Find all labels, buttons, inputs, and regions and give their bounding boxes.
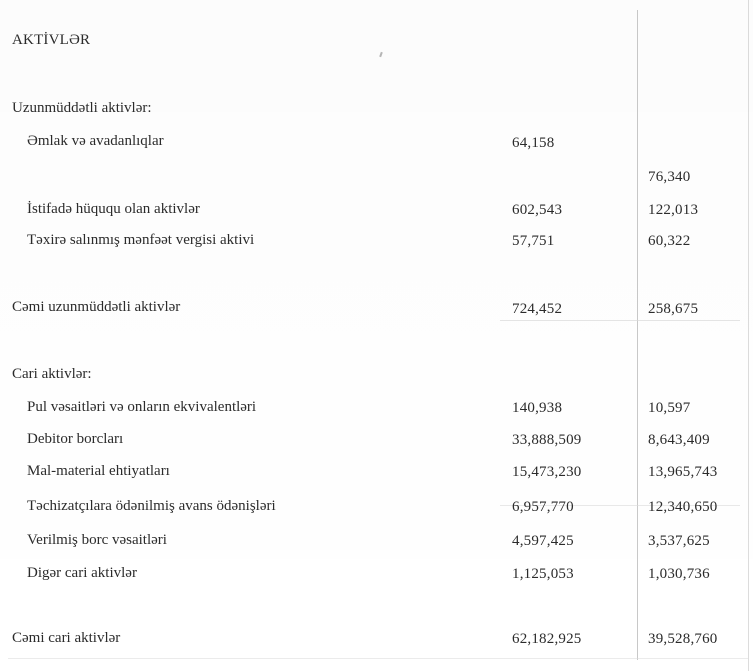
row-value-prior-year: 3,537,625 xyxy=(648,533,710,549)
total-label-noncurrent: Cəmi uzunmüddətli aktivlər xyxy=(12,299,181,315)
row-label: Pul vəsaitləri və onların ekvivalentləri xyxy=(27,399,257,415)
row-value-prior-year: 122,013 xyxy=(648,202,699,218)
row-value-current-year: 1,125,053 xyxy=(512,566,574,582)
row-value-prior-year: 76,340 xyxy=(648,169,691,185)
row-label: Digər cari aktivlər xyxy=(27,565,137,581)
column-divider xyxy=(637,10,638,660)
page-heading: AKTİVLƏR xyxy=(12,32,91,48)
total-label-current: Cəmi cari aktivlər xyxy=(12,630,121,646)
row-value-prior-year: 8,643,409 xyxy=(648,432,710,448)
scan-line xyxy=(500,320,740,321)
row-value-current-year: 33,888,509 xyxy=(512,432,582,448)
row-value-prior-year: 12,340,650 xyxy=(648,499,718,515)
row-value-current-year: 15,473,230 xyxy=(512,464,582,480)
row-value-prior-year: 60,322 xyxy=(648,233,691,249)
row-label: Təchizatçılara ödənilmiş avans ödənişləri xyxy=(27,498,276,514)
row-value-current-year: 4,597,425 xyxy=(512,533,574,549)
section-title-current: Cari aktivlər: xyxy=(12,366,92,382)
row-label: İstifadə hüququ olan aktivlər xyxy=(27,201,200,217)
right-border xyxy=(748,0,749,671)
row-label: Əmlak və avadanlıqlar xyxy=(27,133,164,149)
row-value-current-year: 6,957,770 xyxy=(512,499,574,515)
total-value-current-year: 62,182,925 xyxy=(512,631,582,647)
row-label: Debitor borcları xyxy=(27,431,124,447)
row-value-prior-year: 1,030,736 xyxy=(648,566,710,582)
row-value-current-year: 602,543 xyxy=(512,202,563,218)
total-value-prior-year: 258,675 xyxy=(648,301,699,317)
total-value-current-year: 724,452 xyxy=(512,301,563,317)
scan-speck xyxy=(379,52,383,57)
row-value-current-year: 64,158 xyxy=(512,135,555,151)
row-value-prior-year: 10,597 xyxy=(648,400,691,416)
section-title-noncurrent: Uzunmüddətli aktivlər: xyxy=(12,100,152,116)
total-value-prior-year: 39,528,760 xyxy=(648,631,718,647)
row-label: Verilmiş borc vəsaitləri xyxy=(27,532,167,548)
row-value-current-year: 140,938 xyxy=(512,400,563,416)
row-label: Mal-material ehtiyatları xyxy=(27,463,170,479)
row-value-current-year: 57,751 xyxy=(512,233,555,249)
row-label: Təxirə salınmış mənfəət vergisi aktivi xyxy=(27,232,255,248)
scan-line xyxy=(8,658,748,659)
row-value-prior-year: 13,965,743 xyxy=(648,464,718,480)
